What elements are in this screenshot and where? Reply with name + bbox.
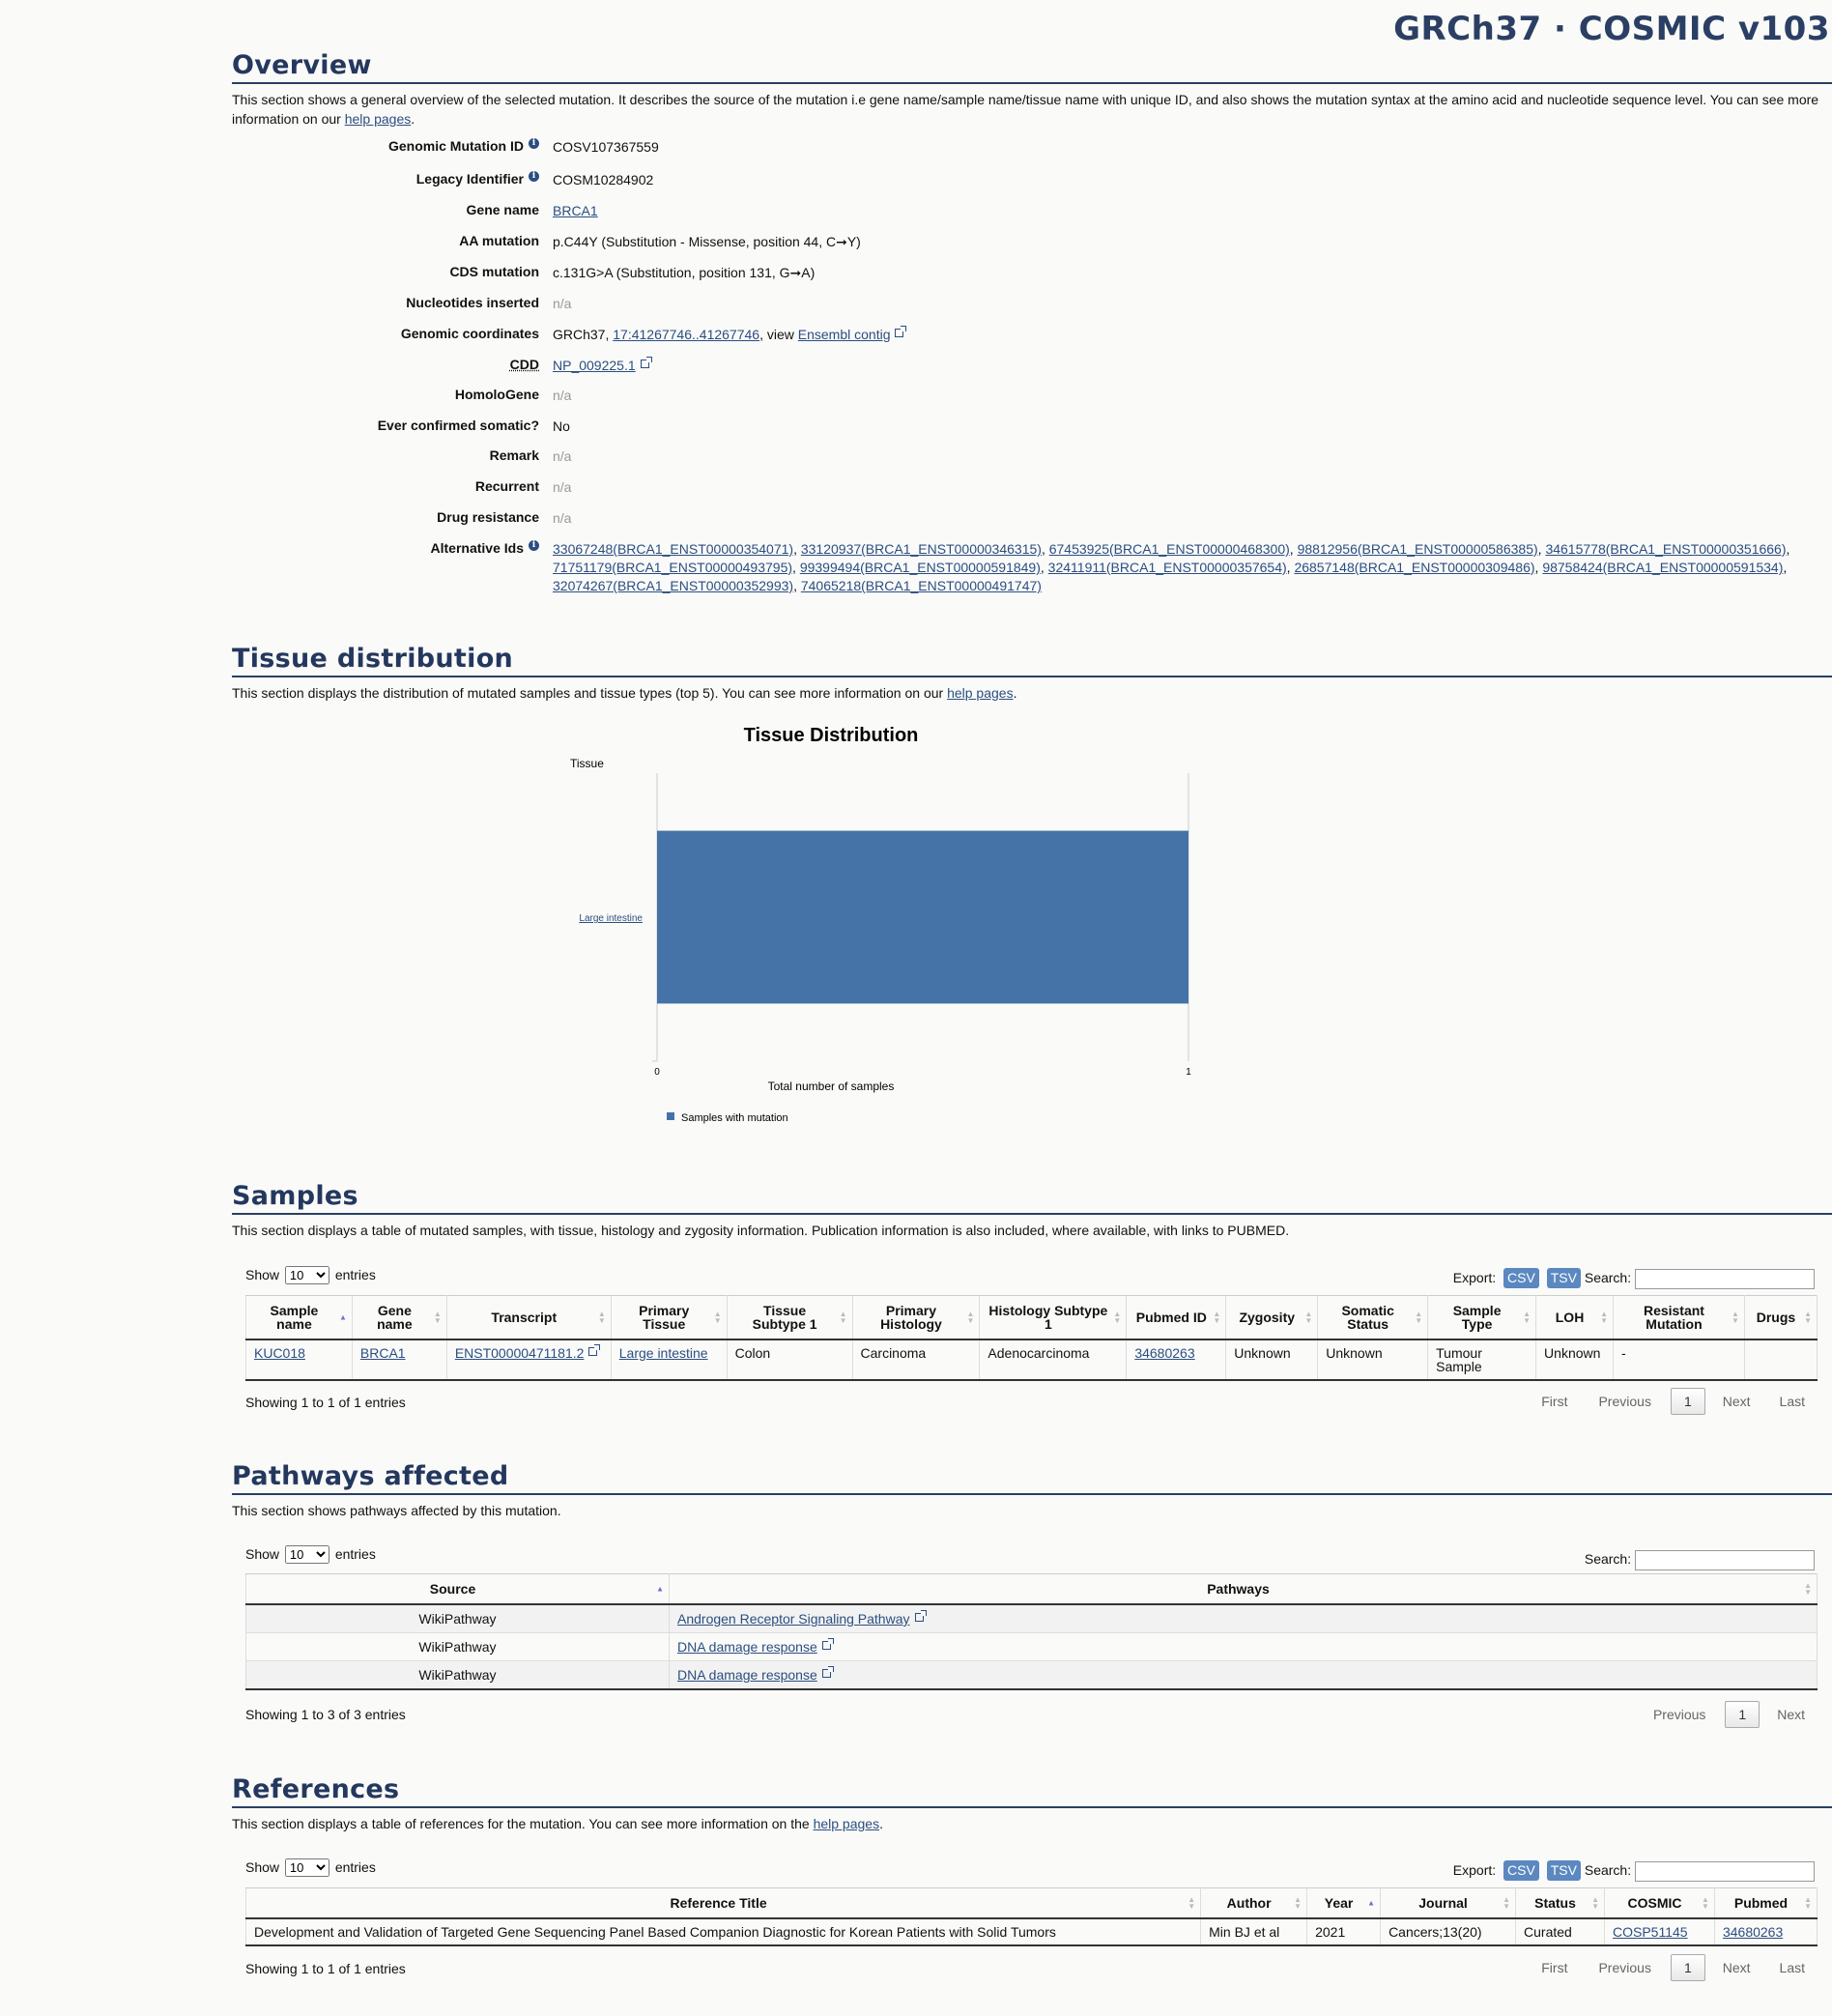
pathways-section [232,1461,1832,1520]
sort-icon: ▲ ▼ [1804,1581,1812,1597]
pager-page-1[interactable]: 1 [1725,1701,1760,1728]
alternative-id-link[interactable]: 71751179(BRCA1_ENST00000493795) [553,560,793,575]
cell-status: Curated [1516,1918,1605,1945]
cell-pathways [670,1661,1818,1690]
cell-source: WikiPathway [246,1661,670,1690]
field-recurrent: Recurrent n/a [474,478,572,495]
external-link-icon [822,1669,831,1678]
sort-icon: ▲ ▼ [1702,1895,1709,1911]
transcript-link[interactable]: ENST00000471181.2 [454,1345,585,1361]
cell-cosmic [1605,1918,1715,1945]
samples-export-search: Export: CSV TSV Search: [1453,1268,1815,1289]
samples-title: Samples [232,1181,1832,1215]
cell-pubmed-id [1127,1339,1226,1380]
pager-previous[interactable]: Previous [1598,1960,1651,1975]
overview-section [232,50,1832,595]
col-header-pubmed[interactable]: Pubmed ▲ ▼ [1714,1888,1817,1919]
pager-next[interactable]: Next [1722,1394,1751,1409]
pager-first[interactable]: First [1541,1394,1568,1409]
col-header-source[interactable]: Source ▲ [246,1574,670,1605]
cell-pubmed [1714,1918,1817,1945]
pathways-info: Showing 1 to 3 of 3 entries [245,1707,406,1722]
references-help-link[interactable]: help pages [813,1816,880,1831]
cell-transcript [446,1339,611,1380]
tissue-title: Tissue distribution [232,644,1832,677]
sort-icon: ▲ ▼ [1304,1310,1313,1325]
cell-primary-tissue [611,1339,727,1380]
references-info: Showing 1 to 1 of 1 entries [245,1961,406,1976]
references-length-control: Show 10 entries [245,1858,376,1877]
alternative-id-link[interactable]: 74065218(BRCA1_ENST00000491747) [800,578,1042,593]
col-header-resistant-mutation[interactable]: Resistant Mutation ▲ ▼ [1614,1296,1745,1340]
references-table [245,1887,1818,1946]
samples-csv-button[interactable]: CSV [1503,1268,1539,1288]
field-drug-resistance: Drug resistance n/a [437,509,572,526]
cell-gene-name [352,1339,446,1380]
tissue-description: This section displays the distribution of mutated samples and tissue types (top 5). You can see more information on our help pages. [232,685,1017,701]
tissue-distribution-chart [290,715,1217,1160]
pathways-table [245,1573,1818,1690]
x-tick-label: 0 [654,1067,660,1078]
col-header-primary-tissue[interactable]: Primary Tissue ▲ ▼ [611,1296,727,1340]
pubmed-id-link[interactable]: 34680263 [1134,1345,1195,1361]
pager-last[interactable]: Last [1779,1960,1805,1975]
alternative-id-link[interactable]: 32074267(BRCA1_ENST00000352993) [553,578,794,593]
alternative-ids-list: 33067248(BRCA1_ENST00000354071), 33120937(BRCA1_ENST00000346315), 67453925(BRCA1_ENST00000468300), 98812956(BRCA1_ENST00000586385), 34615778(BRCA1_ENST00000351666), 71751179(BRCA1_ENST00000493795), 99399494(BRCA1_ENST00000591849), 32411911(BRCA1_ENST00000357654), 26857148(BRCA1_ENST00000309486), 98758424(BRCA1_ENST00000591534), 32074267(BRCA1_ENST00000352993), 74065218(BRCA1_ENST00000491747) [553,541,1790,593]
bar-large-intestine[interactable] [657,831,1188,1004]
build-title: GRCh37 · COSMIC v103 [1393,10,1830,48]
table-row [246,1918,1818,1945]
pathways-pagination [1653,1701,1815,1728]
cell-source: WikiPathway [246,1604,670,1633]
references-title: References [232,1774,1832,1808]
cell-somatic-status: Unknown [1318,1339,1428,1380]
primary-tissue-link[interactable]: Large intestine [618,1345,708,1361]
field-genomic-mutation-id: Genomic Mutation ID i COSV107367559 [388,138,659,155]
pager-next[interactable]: Next [1722,1960,1751,1975]
col-header-pathways[interactable]: Pathways ▲ ▼ [670,1574,1818,1605]
pager-next[interactable]: Next [1777,1707,1805,1722]
cell-journal: Cancers;13(20) [1381,1918,1516,1945]
col-header-sample-type[interactable]: Sample Type ▲ ▼ [1428,1296,1536,1340]
field-nucleotides-inserted: Nucleotides inserted n/a [406,295,572,311]
cell-primary-histology: Carcinoma [852,1339,980,1380]
field-genomic-coordinates: Genomic coordinates GRCh37, 17:41267746..41267746, view Ensembl contig [232,326,1832,357]
col-header-loh[interactable]: LOH ▲ ▼ [1536,1296,1614,1340]
samples-table [245,1295,1818,1381]
overview-description: This section shows a general overview of the selected mutation. It describes the source of the mutation i.e gene name/sample name/tissue name with unique ID, and also shows the mutation syntax at the amino acid and nucleotide sequence level. You can see more information on our help pages. [232,92,1819,127]
cell-sample-type: Tumour Sample [1428,1339,1536,1380]
overview-help-link[interactable]: help pages [344,111,412,127]
alternative-id-link[interactable]: 32411911(BRCA1_ENST00000357654) [1047,560,1287,575]
col-header-gene-name[interactable]: Gene name ▲ ▼ [352,1296,446,1340]
coordinates-link[interactable]: 17:41267746..41267746 [613,327,760,342]
samples-pagination [1541,1388,1815,1415]
external-link-icon [895,329,903,337]
alternative-id-link[interactable]: 33120937(BRCA1_ENST00000346315) [800,541,1042,557]
overview-title: Overview [232,50,1832,84]
samples-section [232,1181,1832,1240]
sort-icon: ▲ [656,1584,664,1594]
pathways-search: Search: [1585,1550,1815,1570]
alternative-id-link[interactable]: 26857148(BRCA1_ENST00000309486) [1294,560,1535,575]
cell-reference-title: Development and Validation of Targeted Gene Sequencing Panel Based Companion Diagnostic for Korean Patients with Solid Tumors [246,1918,1201,1945]
info-icon[interactable]: i [529,138,539,149]
pager-first[interactable]: First [1541,1960,1568,1975]
sort-icon: ▲ ▼ [1113,1310,1122,1325]
references-tsv-button[interactable]: TSV [1547,1860,1581,1881]
sort-icon: ▲ ▼ [1503,1895,1511,1911]
pathways-link[interactable]: DNA damage response [677,1667,817,1683]
sort-icon: ▲ ▼ [433,1310,442,1325]
cell-zygosity: Unknown [1226,1339,1318,1380]
pathways-search-input[interactable] [1635,1550,1815,1570]
samples-page-length-select[interactable] [285,1266,329,1284]
col-header-cosmic[interactable]: COSMIC ▲ ▼ [1605,1888,1715,1919]
sort-icon: ▲ ▼ [713,1310,722,1325]
samples-tsv-button[interactable]: TSV [1547,1268,1581,1288]
info-icon[interactable]: i [529,540,539,551]
table-row [246,1661,1818,1690]
cell-loh: Unknown [1536,1339,1614,1380]
field-remark: Remark n/a [489,447,572,464]
x-axis-label: Total number of samples [767,1080,895,1093]
cell-pathways [670,1604,1818,1633]
col-header-sample-name[interactable]: Sample name ▲ [246,1296,353,1340]
pubmed-link[interactable]: 34680263 [1722,1924,1784,1940]
pager-last[interactable]: Last [1779,1394,1805,1409]
pager-previous[interactable]: Previous [1598,1394,1651,1409]
samples-search-input[interactable] [1635,1269,1815,1289]
alternative-id-link[interactable]: 67453925(BRCA1_ENST00000468300) [1048,541,1290,557]
legend-swatch [667,1112,674,1120]
external-link-icon [822,1641,831,1650]
legend-label[interactable]: Samples with mutation [681,1112,788,1124]
sort-icon: ▲ ▼ [1523,1310,1531,1325]
pager-page-1[interactable]: 1 [1671,1954,1705,1981]
col-header-transcript[interactable]: Transcript ▲ ▼ [446,1296,611,1340]
references-export-search: Export: CSV TSV Search: [1453,1860,1815,1882]
category-label-large-intestine[interactable]: Large intestine [579,913,643,924]
x-tick-label: 1 [1186,1067,1191,1078]
sample-name-link[interactable]: KUC018 [254,1345,305,1361]
gene-link[interactable]: BRCA1 [553,203,598,218]
pathways-title: Pathways affected [232,1461,1832,1495]
cell-resistant-mutation: - [1614,1339,1745,1380]
field-gene-name: Gene name BRCA1 [466,202,598,218]
sort-icon: ▲ ▼ [1731,1310,1739,1325]
col-header-year[interactable]: Year ▲ [1307,1888,1381,1919]
field-ever-confirmed-somatic: Ever confirmed somatic? No [377,418,570,434]
references-csv-button[interactable]: CSV [1503,1860,1539,1881]
tissue-help-link[interactable]: help pages [947,685,1014,701]
cell-year: 2021 [1307,1918,1381,1945]
sort-icon: ▲ ▼ [966,1310,975,1325]
external-link-icon [915,1613,924,1622]
field-aa-mutation: AA mutation p.C44Y (Substitution - Missense, position 44, C➞Y) [459,233,861,249]
col-header-zygosity[interactable]: Zygosity ▲ ▼ [1226,1296,1318,1340]
field-homologene: HomoloGene n/a [454,387,572,403]
external-link-icon [641,360,649,368]
pathways-page-length-select[interactable] [285,1545,329,1564]
info-icon[interactable]: i [529,171,539,182]
alternative-id-link[interactable]: 98758424(BRCA1_ENST00000591534) [1542,560,1784,575]
pathways-length-control: Show 10 entries [245,1545,376,1564]
alternative-id-link[interactable]: 98812956(BRCA1_ENST00000586385) [1297,541,1538,557]
field-alternative-ids: Alternative Ids i 33067248(BRCA1_ENST00000354071), 33120937(BRCA1_ENST00000346315), 67453925(BRCA1_ENST00000468300), 98812956(BRCA1_ENST00000586385), 34615778(BRCA1_ENST00000351666), 71751179(BRCA1_ENST00000493795), 99399494(BRCA1_ENST00000591849), 32411911(BRCA1_ENST00000357654), 26857148(BRCA1_ENST00000309486), 98758424(BRCA1_ENST00000591534), 32074267(BRCA1_ENST00000352993), 74065218(BRCA1_ENST00000491747) [232,540,1832,595]
y-axis-label: Tissue [570,757,604,770]
col-header-tissue-subtype-1[interactable]: Tissue Subtype 1 ▲ ▼ [727,1296,852,1340]
cell-pathways [670,1633,1818,1661]
external-link-icon [588,1347,597,1356]
table-row [246,1604,1818,1633]
sort-icon: ▲ ▼ [1213,1310,1221,1325]
col-header-histology-subtype-1[interactable]: Histology Subtype 1 ▲ ▼ [980,1296,1127,1340]
alternative-id-link[interactable]: 34615778(BRCA1_ENST00000351666) [1545,541,1787,557]
col-header-drugs[interactable]: Drugs ▲ ▼ [1744,1296,1817,1340]
cell-sample-name [246,1339,353,1380]
col-header-somatic-status[interactable]: Somatic Status ▲ ▼ [1318,1296,1428,1340]
cell-histology-subtype-1: Adenocarcinoma [980,1339,1127,1380]
field-legacy-identifier: Legacy Identifier i COSM10284902 [415,171,654,187]
sort-icon: ▲ ▼ [1591,1895,1599,1911]
alternative-id-link[interactable]: 99399494(BRCA1_ENST00000591849) [799,560,1041,575]
sort-icon: ▲ ▼ [839,1310,847,1325]
cell-author: Min BJ et al [1201,1918,1307,1945]
pager-page-1[interactable]: 1 [1671,1388,1705,1415]
ensembl-contig-link[interactable]: Ensembl contig [797,327,891,342]
references-page-length-select[interactable] [285,1858,329,1877]
tissue-section [232,644,1832,703]
col-header-author[interactable]: Author ▲ ▼ [1201,1888,1307,1919]
gene-name-link[interactable]: BRCA1 [359,1345,406,1361]
pathways-link[interactable]: Androgen Receptor Signaling Pathway [677,1611,910,1627]
sort-icon: ▲ ▼ [1188,1895,1196,1911]
col-header-pubmed-id[interactable]: Pubmed ID ▲ ▼ [1127,1296,1226,1340]
chart-title: Tissue Distribution [743,725,919,746]
cell-drugs [1744,1339,1817,1380]
references-search-input[interactable] [1635,1861,1815,1882]
samples-info: Showing 1 to 1 of 1 entries [245,1395,406,1410]
field-cds-mutation: CDS mutation c.131G>A (Substitution, position 131, G➞A) [449,264,816,280]
pager-previous[interactable]: Previous [1652,1707,1706,1722]
field-cdd: CDD NP_009225.1 [232,357,1832,387]
sort-icon: ▲ ▼ [1415,1310,1423,1325]
table-row [246,1633,1818,1661]
cell-source: WikiPathway [246,1633,670,1661]
col-header-journal[interactable]: Journal ▲ ▼ [1381,1888,1516,1919]
references-description: This section displays a table of references for the mutation. You can see more information on the help pages. [232,1816,883,1831]
samples-description: This section displays a table of mutated samples, with tissue, histology and zygosity information. Publication information is also included, where available, with links to PUBMED. [232,1223,1290,1238]
col-header-primary-histology[interactable]: Primary Histology ▲ ▼ [852,1296,980,1340]
pathways-link[interactable]: DNA damage response [677,1639,817,1655]
pathways-description: This section shows pathways affected by this mutation. [232,1503,561,1518]
sort-icon: ▲ [1367,1898,1376,1908]
cosmic-link[interactable]: COSP51145 [1613,1924,1688,1940]
sort-icon: ▲ ▼ [1804,1310,1812,1325]
overview-fields [232,138,1832,595]
references-section [232,1774,1832,1833]
col-header-status[interactable]: Status ▲ ▼ [1516,1888,1605,1919]
samples-length-control: Show 10 entries [245,1266,376,1284]
sort-icon: ▲ ▼ [597,1310,606,1325]
alternative-id-link[interactable]: 33067248(BRCA1_ENST00000354071) [553,541,794,557]
sort-icon: ▲ ▼ [1804,1895,1812,1911]
cdd-link[interactable]: NP_009225.1 [553,358,636,373]
references-pagination [1541,1954,1815,1981]
cell-tissue-subtype-1: Colon [727,1339,852,1380]
col-header-reference-title[interactable]: Reference Title ▲ ▼ [246,1888,1201,1919]
sort-icon: ▲ ▼ [1294,1895,1302,1911]
sort-icon: ▲ [338,1312,347,1322]
table-row [246,1339,1818,1380]
sort-icon: ▲ ▼ [1600,1310,1609,1325]
